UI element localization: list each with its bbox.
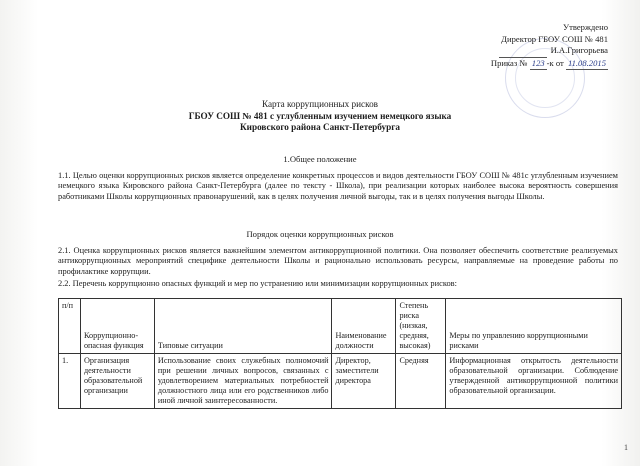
- approval-signature-line: [398, 45, 608, 58]
- page-number: 1: [624, 443, 628, 452]
- section2-paragraph-2: 2.2. Перечень коррупционно опасных функций и мер по устранению или минимизации коррупционных рисков:: [58, 279, 457, 288]
- section2-paragraph-1: 2.1. Оценка коррупционных рисков является важнейшим элементом антикоррупционной политики. Она позволяет обеспечить соответствие реализуемых антикоррупционных мероприятий специфике деятельности Школы и рационально использовать ресурсы, направляемые на проведение работы по профилактике коррупции.: [58, 246, 618, 276]
- order-prefix: Приказ №: [490, 57, 528, 68]
- order-mid: -к от: [546, 57, 564, 68]
- approval-block: [398, 22, 608, 70]
- signature-mark: [499, 45, 547, 58]
- header-risk: Степень риска (низкая, средняя, высокая): [396, 299, 446, 354]
- approval-heading: Утверждено: [563, 22, 608, 32]
- order-number: 123: [530, 58, 547, 71]
- order-date: 11.08.2015: [566, 58, 608, 71]
- title-line-2: ГБОУ СОШ № 481 с углубленным изучением немецкого языка: [188, 110, 452, 121]
- row-position: Директор, заместители директора: [332, 354, 396, 409]
- title-line-3: Кировского района Санкт-Петербурга: [240, 122, 400, 132]
- risk-table: [58, 298, 622, 409]
- row-function: Организация деятельности образовательной организации: [80, 354, 154, 409]
- row-risk: Средняя: [396, 354, 446, 409]
- approval-order: [398, 58, 608, 71]
- section1-heading: 1.Общее положение: [283, 154, 357, 164]
- header-number: п/п: [59, 299, 81, 354]
- header-position: Наименование должности: [332, 299, 396, 354]
- header-measures: Меры по управлению коррупционными рисками: [446, 299, 622, 354]
- header-function: Коррупционно-опасная функция: [80, 299, 154, 354]
- table-header-row: [59, 299, 622, 354]
- approval-director: Директор ГБОУ СОШ № 481: [501, 33, 608, 44]
- title-line-1: Карта коррупционных рисков: [261, 99, 379, 109]
- section1-paragraph: 1.1. Целью оценки коррупционных рисков является определение конкретных процессов и видов деятельности ГБОУ СОШ № 481с углубленным изучением немецкого языка Кировского района Санкт-Петербурга (далее по тексту - Школа), при реализации которых наиболее высока вероятность совершения работниками Школы коррупционных правонарушений, как в целях получения личной выгоды, так и в целях получения выгоды Школы.: [58, 171, 618, 201]
- section2-heading: Порядок оценки коррупционных рисков: [246, 229, 394, 239]
- row-situations: Использование своих служебных полномочий при решении личных вопросов, связанных с удовлетворением материальных потребностей должностного лица или его родственников либо иной личной заинтересованности.: [154, 354, 332, 409]
- table-row: [59, 354, 622, 409]
- document-title: [0, 99, 640, 134]
- row-measures: Информационная открытость деятельности образовательной организации. Соблюдение утвержденной антикоррупционной политики образовательной организации.: [446, 354, 622, 409]
- director-name: И.А.Григорьева: [550, 45, 608, 55]
- header-situations: Типовые ситуации: [154, 299, 332, 354]
- row-number: 1.: [59, 354, 81, 409]
